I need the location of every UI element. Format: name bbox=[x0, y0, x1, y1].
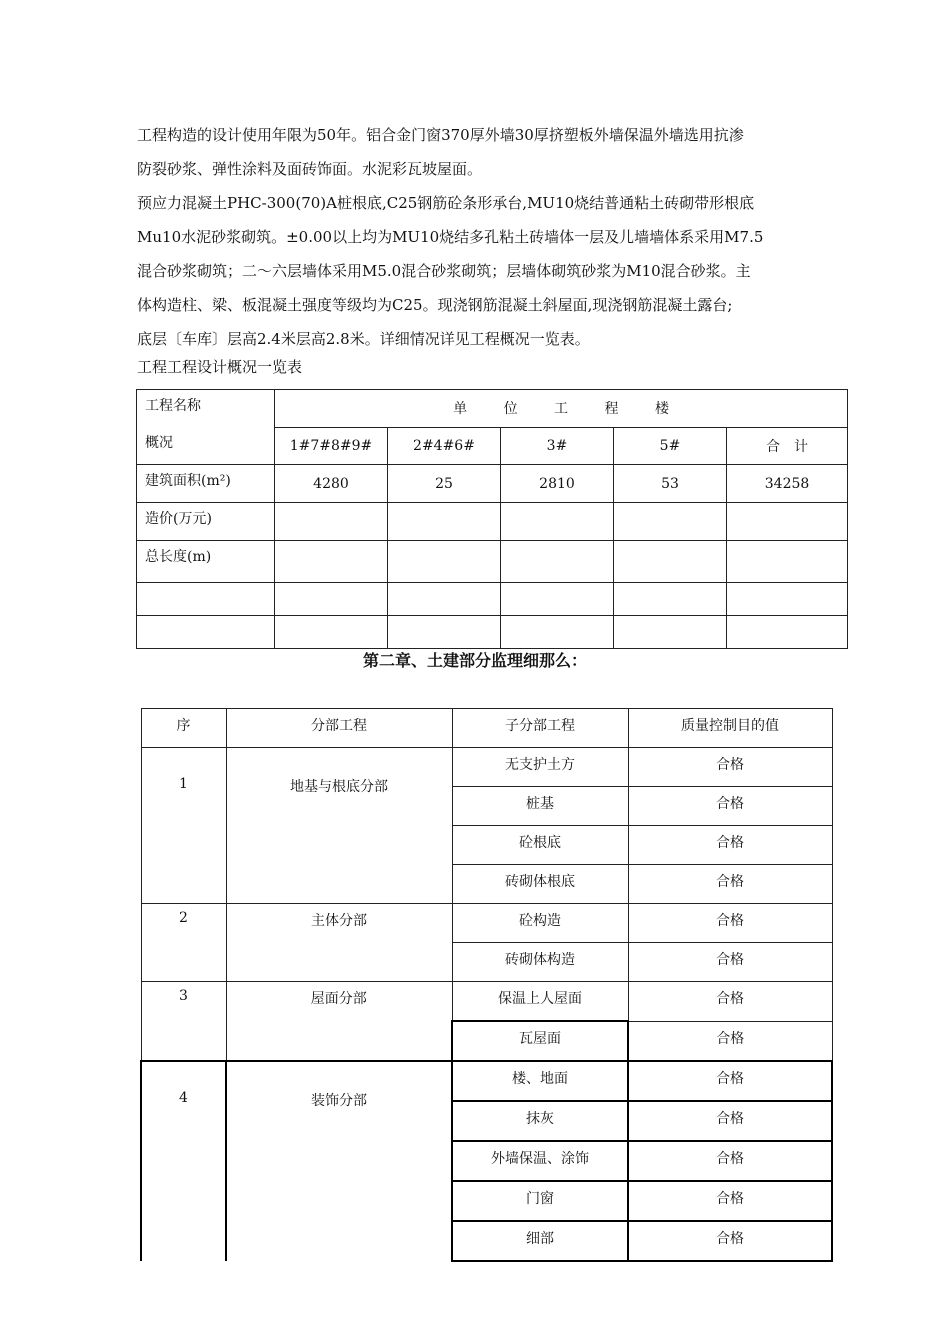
table-cell bbox=[614, 583, 727, 616]
division-name: 屋面分部 bbox=[226, 982, 452, 1062]
division-number: 3 bbox=[141, 982, 226, 1062]
subdivision-cell: 保温上人屋面 bbox=[452, 982, 628, 1022]
result-cell: 合格 bbox=[628, 1101, 832, 1141]
corner-top-cell: 工程名称 bbox=[137, 390, 275, 428]
table-cell bbox=[388, 541, 501, 583]
subdivision-cell: 砼根底 bbox=[452, 826, 628, 865]
intro-line: 底层〔车库〕层高2.4米层高2.8米。详细情况详见工程概况一览表。 bbox=[137, 330, 590, 348]
chapter-title: 第二章、土建部分监理细那么： bbox=[362, 651, 587, 670]
table-cell bbox=[727, 503, 848, 541]
column-header: 合 计 bbox=[727, 427, 848, 465]
division-name: 装饰分部 bbox=[226, 1061, 452, 1261]
division-number: 4 bbox=[141, 1061, 226, 1261]
subdivision-cell: 砖砌体根底 bbox=[452, 865, 628, 904]
table-cell bbox=[275, 583, 388, 616]
column-header: 3# bbox=[501, 427, 614, 465]
table-row bbox=[137, 503, 848, 541]
subdivision-cell: 外墙保温、涂饰 bbox=[452, 1141, 628, 1181]
table-cell bbox=[727, 583, 848, 616]
table-cell: 2810 bbox=[501, 465, 614, 503]
table-cell bbox=[388, 616, 501, 649]
table-cell bbox=[275, 503, 388, 541]
result-cell: 合格 bbox=[628, 1141, 832, 1181]
column-header: 5# bbox=[614, 427, 727, 465]
table-cell bbox=[275, 541, 388, 583]
table-row bbox=[137, 465, 848, 503]
corner-bottom-cell: 概况 bbox=[137, 427, 275, 465]
overview-caption: 工程工程设计概况一览表 bbox=[137, 358, 303, 376]
unit-header-char: 工 bbox=[554, 401, 569, 418]
subdivision-cell: 砼构造 bbox=[452, 904, 628, 943]
table-cell bbox=[388, 583, 501, 616]
subdivision-cell: 瓦屋面 bbox=[452, 1021, 628, 1061]
unit-header-cell bbox=[275, 390, 848, 428]
result-cell: 合格 bbox=[628, 1221, 832, 1261]
result-cell: 合格 bbox=[628, 943, 832, 982]
division-number: 1 bbox=[141, 748, 226, 904]
result-cell: 合格 bbox=[628, 1061, 832, 1101]
table-cell bbox=[614, 541, 727, 583]
row-label: 建筑面积(m²) bbox=[137, 465, 275, 503]
result-cell: 合格 bbox=[628, 826, 832, 865]
result-cell: 合格 bbox=[628, 982, 832, 1022]
table-cell bbox=[501, 503, 614, 541]
table-cell: 34258 bbox=[727, 465, 848, 503]
row-label bbox=[137, 616, 275, 649]
division-name: 地基与根底分部 bbox=[226, 748, 452, 904]
overview-table bbox=[136, 389, 848, 649]
table-cell bbox=[388, 503, 501, 541]
column-header: 2#4#6# bbox=[388, 427, 501, 465]
header-cell: 子分部工程 bbox=[452, 709, 628, 748]
subdivision-cell: 抹灰 bbox=[452, 1101, 628, 1141]
division-table bbox=[140, 708, 833, 1262]
intro-line: 预应力混凝土PHC-300(70)A桩根底,C25钢筋砼条形承台,MU10烧结普通粘土砖砌带形根底 bbox=[137, 194, 755, 212]
table-cell bbox=[501, 616, 614, 649]
unit-header-char: 程 bbox=[604, 401, 619, 418]
result-cell: 合格 bbox=[628, 1181, 832, 1221]
result-cell: 合格 bbox=[628, 1021, 832, 1061]
row-label: 造价(万元) bbox=[137, 503, 275, 541]
unit-header-char: 位 bbox=[503, 401, 518, 418]
subdivision-cell: 砖砌体构造 bbox=[452, 943, 628, 982]
table-cell: 25 bbox=[388, 465, 501, 503]
intro-line: Mu10水泥砂浆砌筑。±0.00以上均为MU10烧结多孔粘土砖墙体一层及儿墙墙体系采用M7.5 bbox=[137, 228, 764, 246]
division-name: 主体分部 bbox=[226, 904, 452, 982]
row-label bbox=[137, 583, 275, 616]
subdivision-cell: 门窗 bbox=[452, 1181, 628, 1221]
table-cell bbox=[727, 616, 848, 649]
subdivision-cell: 桩基 bbox=[452, 787, 628, 826]
table-cell bbox=[727, 541, 848, 583]
intro-line: 防裂砂浆、弹性涂料及面砖饰面。水泥彩瓦坡屋面。 bbox=[137, 160, 483, 178]
table-cell bbox=[501, 541, 614, 583]
intro-paragraph-2 bbox=[137, 186, 827, 356]
unit-header-char: 楼 bbox=[654, 401, 669, 418]
intro-line: 混合砂浆砌筑；二～六层墙体采用M5.0混合砂浆砌筑；层墙体砌筑砂浆为M10混合砂浆。主 bbox=[137, 262, 751, 280]
table-cell bbox=[614, 503, 727, 541]
subdivision-cell: 楼、地面 bbox=[452, 1061, 628, 1101]
table-row bbox=[137, 541, 848, 583]
table-row bbox=[137, 583, 848, 616]
table-cell bbox=[501, 583, 614, 616]
table-cell bbox=[614, 616, 727, 649]
result-cell: 合格 bbox=[628, 787, 832, 826]
subdivision-cell: 无支护土方 bbox=[452, 748, 628, 787]
table-row bbox=[137, 616, 848, 649]
subdivision-cell: 细部 bbox=[452, 1221, 628, 1261]
column-header: 1#7#8#9# bbox=[275, 427, 388, 465]
row-label: 总长度(m) bbox=[137, 541, 275, 583]
header-cell: 质量控制目的值 bbox=[628, 709, 832, 748]
intro-line: 体构造柱、梁、板混凝土强度等级均为C25。现浇钢筋混凝土斜屋面,现浇钢筋混凝土露台; bbox=[137, 296, 733, 314]
header-cell: 序 bbox=[141, 709, 226, 748]
division-number: 2 bbox=[141, 904, 226, 982]
unit-header-char: 单 bbox=[453, 401, 468, 418]
result-cell: 合格 bbox=[628, 748, 832, 787]
table-cell bbox=[275, 616, 388, 649]
result-cell: 合格 bbox=[628, 865, 832, 904]
result-cell: 合格 bbox=[628, 904, 832, 943]
table-cell: 4280 bbox=[275, 465, 388, 503]
table-cell: 53 bbox=[614, 465, 727, 503]
header-cell: 分部工程 bbox=[226, 709, 452, 748]
intro-line: 工程构造的设计使用年限为50年。铝合金门窗370厚外墙30厚挤塑板外墙保温外墙选用抗渗 bbox=[137, 126, 744, 144]
intro-paragraph-1 bbox=[137, 118, 827, 186]
